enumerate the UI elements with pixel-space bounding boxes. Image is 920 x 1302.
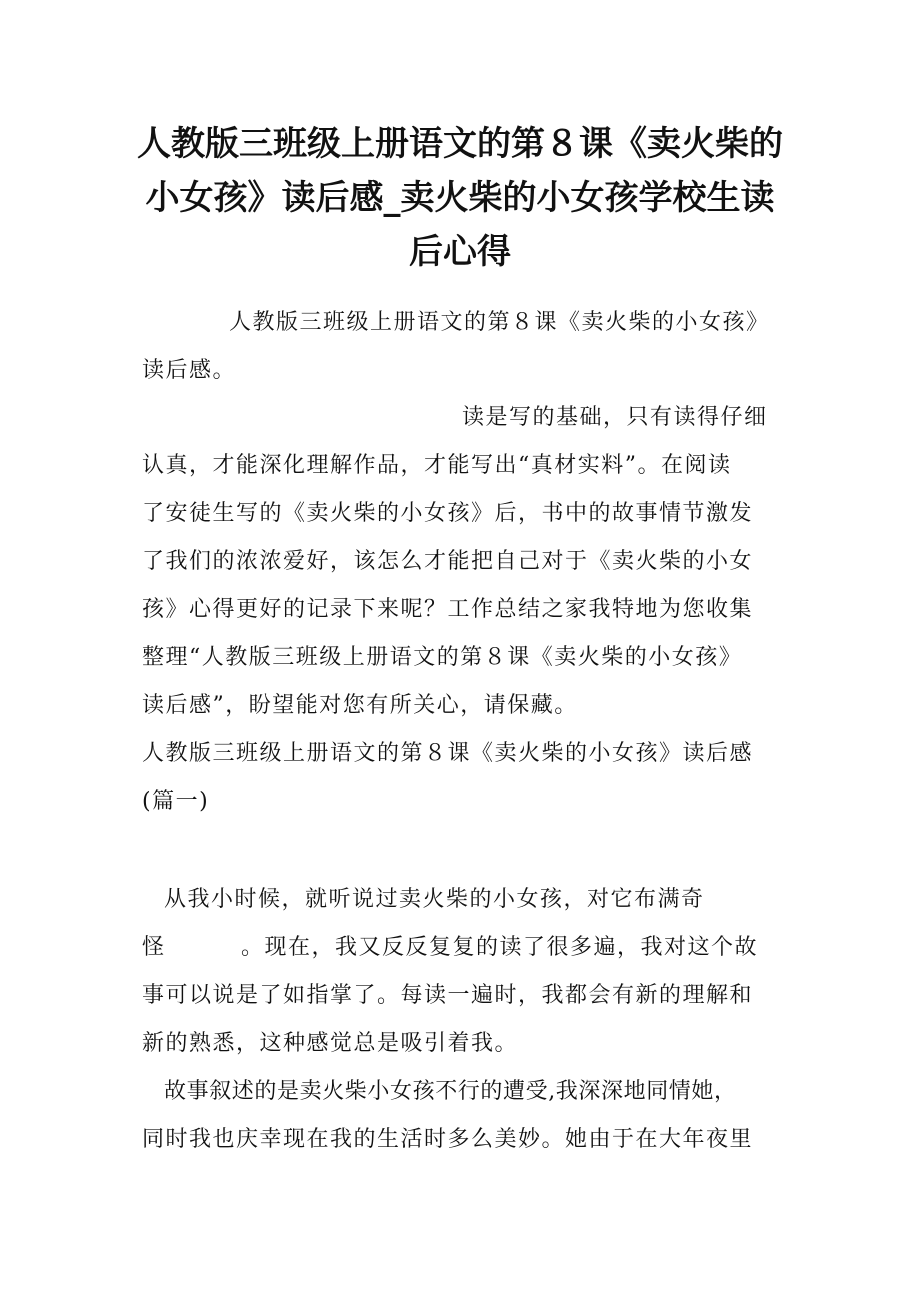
paragraph-line: 从我小时候，就听说过卖火柴的小女孩，对它布满奇	[164, 887, 705, 912]
paragraph-line: 读后感”，盼望能对您有所关心，请保藏。	[142, 693, 578, 718]
paragraph-line: 整理“人教版三班级上册语文的第８课《卖火柴的小女孩》	[142, 645, 743, 670]
paragraph-line: 认真，才能深化理解作品，才能写出“真材实料”。在阅读	[142, 453, 732, 478]
intro-line: 人教版三班级上册语文的第８课《卖火柴的小女孩》	[229, 310, 770, 335]
section-heading-line: (篇一)	[142, 789, 210, 814]
document-title	[120, 117, 800, 279]
intro-line: 读后感。	[142, 358, 237, 383]
paragraph-line: 故事叙述的是卖火柴小女孩不行的遭受,我深深地同情她，	[164, 1079, 737, 1104]
section-heading-line: 人教版三班级上册语文的第８课《卖火柴的小女孩》读后感	[142, 741, 754, 766]
title-line: 小女孩》读后感_卖火柴的小女孩学校生读	[145, 178, 775, 218]
paragraph-line: 怪	[142, 935, 166, 960]
paragraph-line: 了我们的浓浓爱好，该怎么才能把自己对于《卖火柴的小女	[142, 549, 754, 574]
paragraph-line: 事可以说是了如指掌了。每读一遍时，我都会有新的理解和	[142, 983, 754, 1008]
title-line: 后心得	[409, 232, 511, 272]
paragraph-line: 。现在，我又反反复复的读了很多遍，我对这个故	[241, 935, 759, 960]
paragraph-line: 同时我也庆幸现在我的生活时多么美妙。她由于在大年夜里	[142, 1127, 754, 1152]
paragraph-line: 读是写的基础，只有读得仔细	[462, 405, 768, 430]
paragraph-line: 孩》心得更好的记录下来呢？工作总结之家我特地为您收集	[142, 597, 754, 622]
paragraph-line: 了安徒生写的《卖火柴的小女孩》后，书中的故事情节激发	[142, 501, 754, 526]
paragraph-line: 新的熟悉，这种感觉总是吸引着我。	[142, 1031, 519, 1056]
title-line: 人教版三班级上册语文的第８课《卖火柴的	[137, 124, 783, 164]
